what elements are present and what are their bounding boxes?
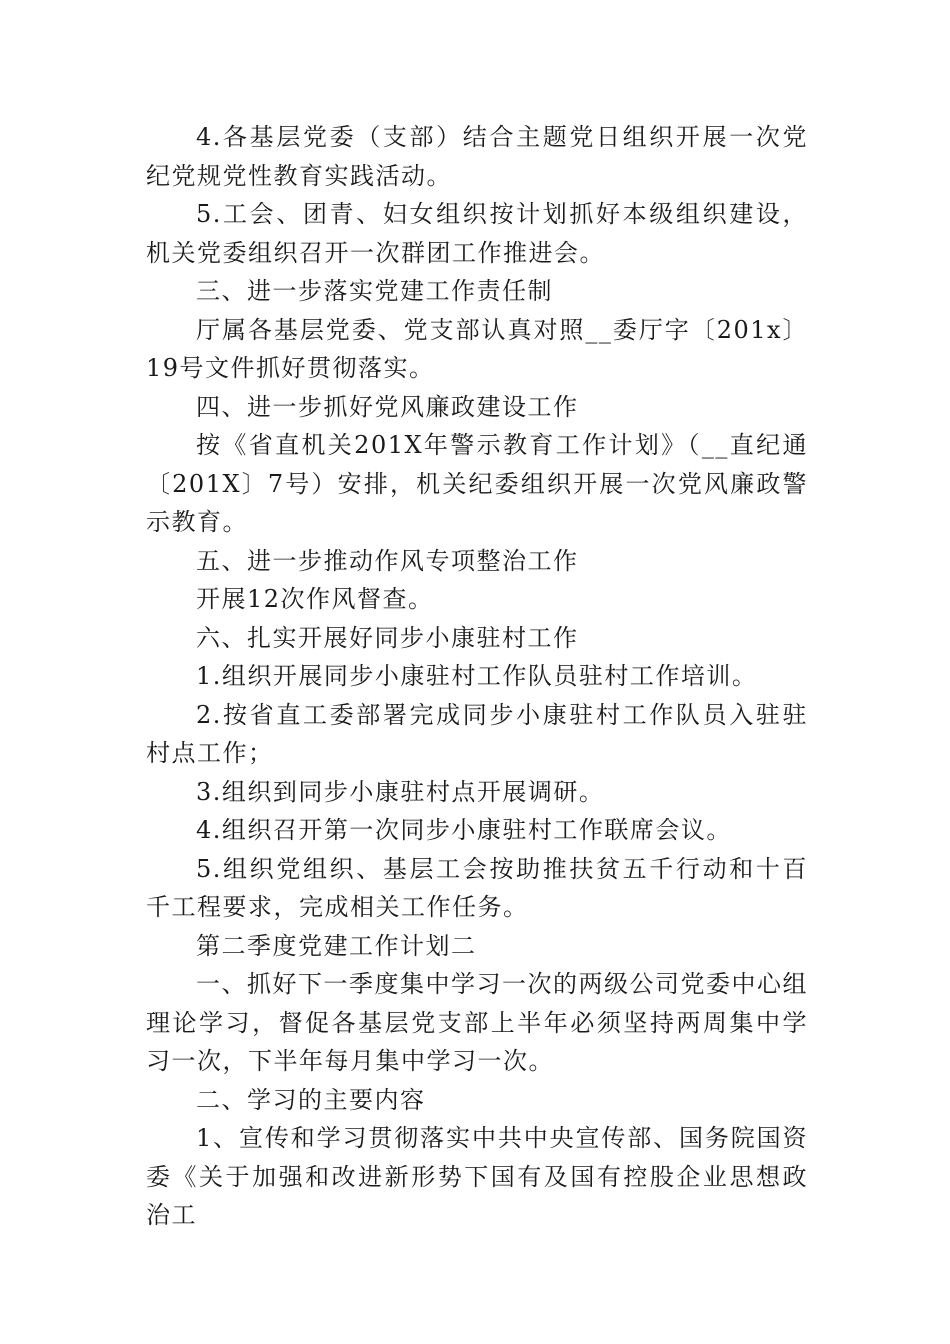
paragraph: 4.各基层党委（支部）结合主题党日组织开展一次党纪党规党性教育实践活动。	[146, 123, 808, 190]
list-item: 2.按省直工委部署完成同步小康驻村工作队员入驻驻村点工作；	[146, 700, 808, 767]
section-heading: 五、进一步推动作风专项整治工作	[196, 546, 579, 575]
section-heading: 六、扎实开展好同步小康驻村工作	[196, 623, 579, 652]
list-item: 1.组织开展同步小康驻村工作队员驻村工作培训。	[196, 662, 758, 690]
section-heading: 二、学习的主要内容	[196, 1085, 426, 1114]
list-item: 4.组织召开第一次同步小康驻村工作联席会议。	[196, 816, 732, 844]
section-heading: 三、进一步落实党建工作责任制	[196, 277, 553, 305]
paragraph: 厅属各基层党委、党支部认真对照__委厅字〔201x〕19号文件抓好贯彻落实。	[146, 315, 808, 382]
paragraph: 一、抓好下一季度集中学习一次的两级公司党委中心组理论学习，督促各基层党支部上半年必须坚持两周集中学习一次，下半年每月集中学习一次。	[146, 970, 808, 1075]
paragraph: 1、宣传和学习贯彻落实中共中央宣传部、国务院国资委《关于加强和改进新形势下国有及国有控股企业思想政治工	[146, 1124, 808, 1229]
paragraph: 按《省直机关201X年警示教育工作计划》（__直纪通〔201X〕7号）安排，机关纪委组织开展一次党风廉政警示教育。	[146, 431, 808, 536]
document-page	[146, 118, 808, 1235]
section-heading: 四、进一步抓好党风廉政建设工作	[196, 392, 579, 421]
paragraph: 开展12次作风督查。	[196, 585, 434, 613]
paragraph: 5.工会、团青、妇女组织按计划抓好本级组织建设，机关党委组织召开一次群团工作推进会。	[146, 200, 808, 267]
document-subtitle: 第二季度党建工作计划二	[196, 931, 477, 960]
list-item: 3.组织到同步小康驻村点开展调研。	[196, 777, 605, 806]
list-item: 5.组织党组织、基层工会按助推扶贫五千行动和十百千工程要求，完成相关工作任务。	[146, 854, 808, 921]
